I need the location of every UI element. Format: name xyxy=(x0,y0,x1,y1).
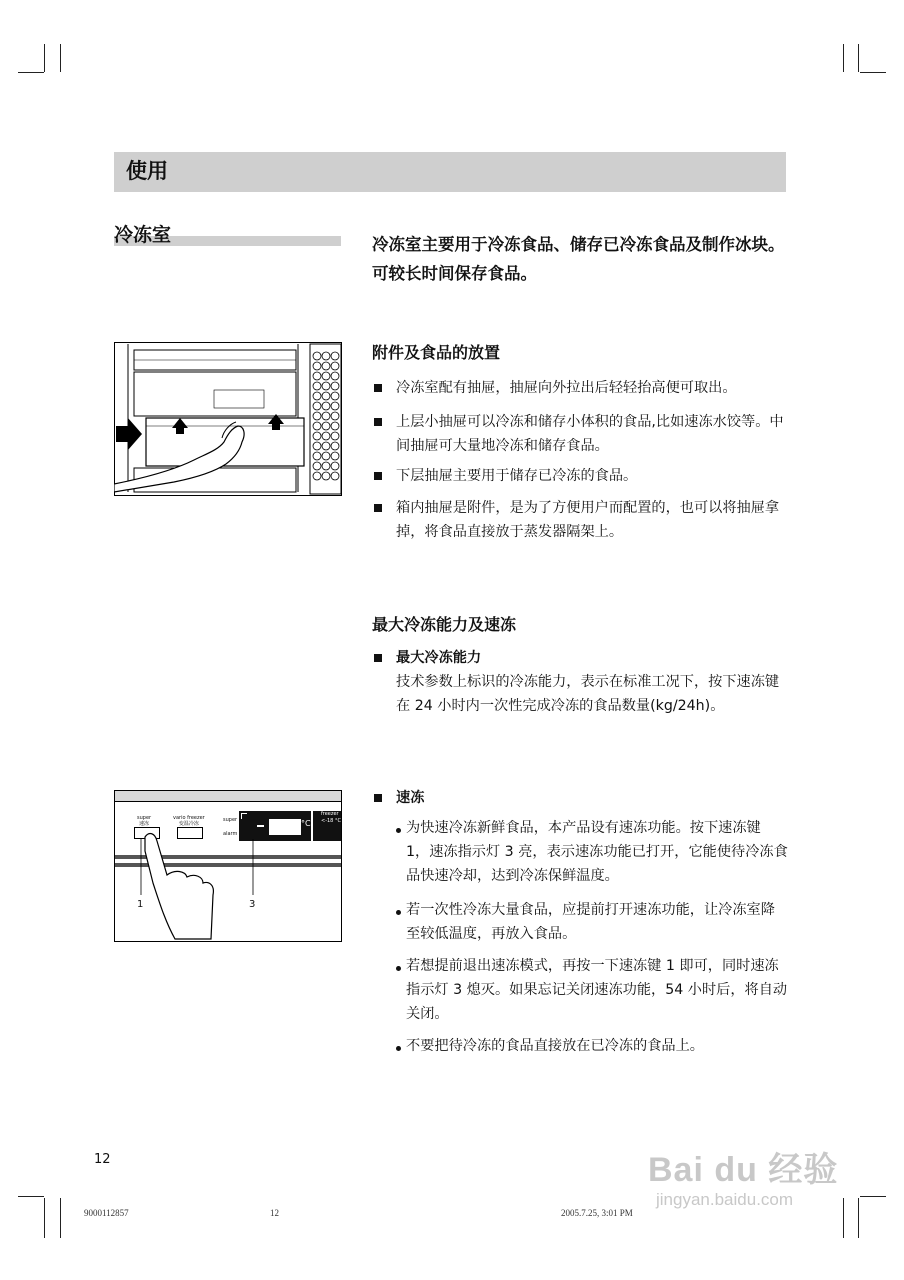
list-item: 上层小抽屉可以冷冻和储存小体积的食品,比如速冻水饺等。中间抽屉可大量地冷冻和储存食品。 xyxy=(372,410,788,458)
freezer-drawers-illustration xyxy=(114,342,342,496)
page-number: 12 xyxy=(94,1152,111,1167)
list-item: 若一次性冷冻大量食品，应提前打开速冻功能，让冷冻室降至较低温度，再放入食品。 xyxy=(396,898,788,946)
section-title: 冷冻室 xyxy=(114,224,172,246)
page-title: 使用 xyxy=(126,159,168,183)
list-item: 冷冻室配有抽屉，抽屉向外拉出后轻轻抬高便可取出。 xyxy=(372,376,788,400)
section-header-bar xyxy=(114,152,786,192)
watermark-brand: Bai du 经验 xyxy=(648,1151,839,1189)
accessories-title: 附件及食品的放置 xyxy=(372,343,501,362)
baidu-watermark xyxy=(648,1150,838,1210)
vario-label: vario freezer xyxy=(173,815,205,821)
footer-page: 12 xyxy=(270,1208,279,1218)
vario-cn-label: 变温冷冻 xyxy=(178,821,199,827)
intro-paragraph: 冷冻室主要用于冷冻食品、储存已冷冻食品及制作冰块。可较长时间保存食品。 xyxy=(372,235,785,283)
bullet-dot-icon xyxy=(396,910,401,915)
super-indicator-label: super xyxy=(223,817,238,823)
bullet-square-icon xyxy=(374,504,382,512)
bullet-square-icon xyxy=(374,654,382,662)
super-label: super xyxy=(137,815,152,821)
quick-freeze-heading: 速冻 xyxy=(372,786,788,810)
list-item: 不要把待冷冻的食品直接放在已冷冻的食品上。 xyxy=(396,1034,788,1058)
list-item: 若想提前退出速冻模式，再按一下速冻键 1 即可，同时速冻指示灯 3 熄灭。如果忘记关闭速冻功能，54 小时后，将自动关闭。 xyxy=(396,954,788,1026)
list-item: 箱内抽屉是附件，是为了方便用户而配置的，也可以将抽屉拿掉，将食品直接放于蒸发器隔架上。 xyxy=(372,496,788,544)
footer-doc-id: 9000112857 xyxy=(84,1208,129,1218)
watermark-url: jingyan.baidu.com xyxy=(656,1190,794,1209)
control-panel-illustration xyxy=(114,790,342,942)
bullet-square-icon xyxy=(374,384,382,392)
list-item: 为快速冷冻新鲜食品，本产品设有速冻功能。按下速冻键 1，速冻指示灯 3 亮，表示速冻功能已打开，它能使待冷冻食品快速冷却，达到冷冻保鲜温度。 xyxy=(396,816,788,888)
footer-date: 2005.7.25, 3:01 PM xyxy=(561,1208,633,1218)
callout-1: 1 xyxy=(137,899,144,910)
max-freezing-title: 最大冷冻能力及速冻 xyxy=(372,615,517,634)
alarm-label: alarm xyxy=(223,831,238,837)
list-item: 下层抽屉主要用于储存已冷冻的食品。 xyxy=(372,464,788,488)
finger-pointer-illustration xyxy=(115,791,341,941)
freezer-label: freezer xyxy=(321,811,339,817)
bullet-dot-icon xyxy=(396,1046,401,1051)
celsius-unit: °C xyxy=(301,819,311,828)
bullet-dot-icon xyxy=(396,828,401,833)
list-item: 最大冷冻能力 技术参数上标识的冷冻能力，表示在标准工况下，按下速冻键在 24 小时内一次性完成冷冻的食品数量(kg/24h)。 xyxy=(372,646,788,718)
bullet-square-icon xyxy=(374,418,382,426)
freezer-temp-label: <-18 °C xyxy=(321,818,341,824)
bullet-square-icon xyxy=(374,472,382,480)
bullet-dot-icon xyxy=(396,966,401,971)
callout-3: 3 xyxy=(249,899,256,910)
super-cn-label: 速冻 xyxy=(139,821,150,827)
bullet-square-icon xyxy=(374,794,382,802)
